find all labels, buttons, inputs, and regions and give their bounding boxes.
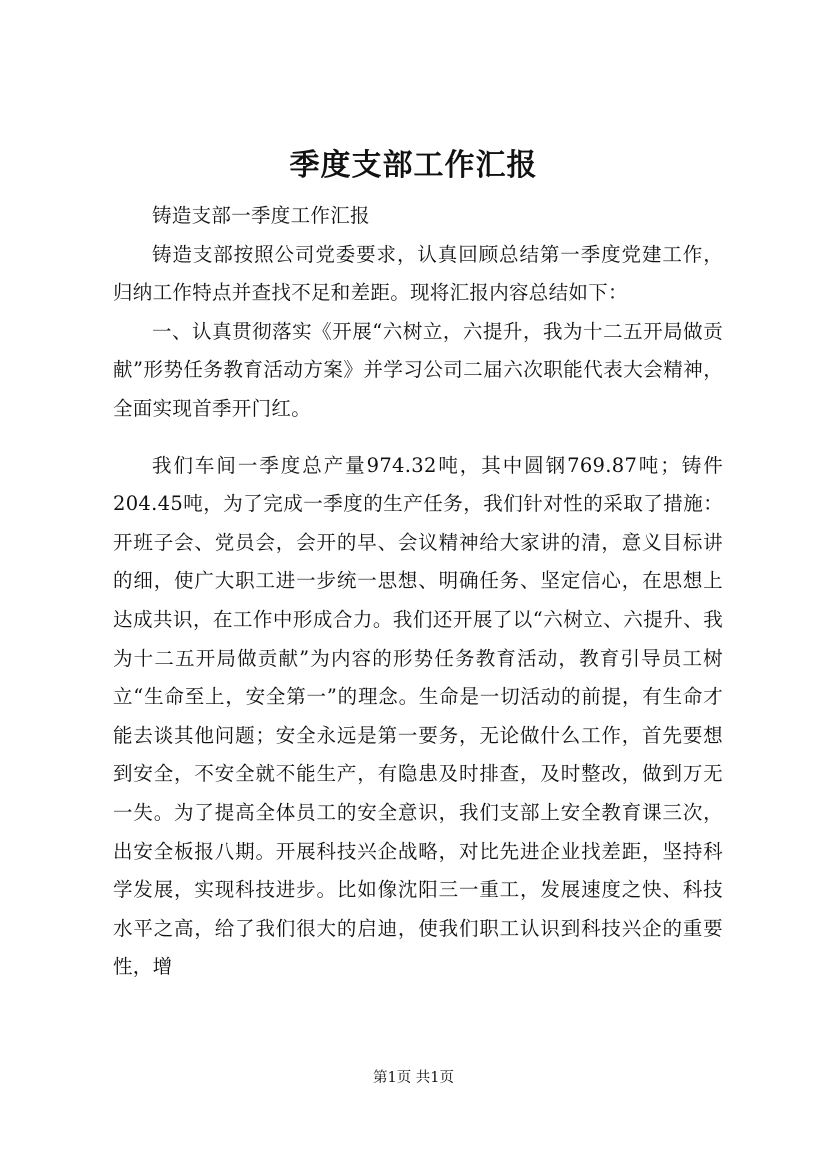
document-body bbox=[113, 197, 723, 987]
page-footer: 第1页 共1页 bbox=[372, 1070, 455, 1086]
paragraph-production-report: 我们车间一季度总产量974.32吨，其中圆钢769.87吨；铸件204.45吨，为了完成一季度的生产任务，我们针对性的采取了措施：开班子会、党员会，会开的早、会议精神给大家讲的清，意义目标讲的细，使广大职工进一步统一思想、明确任务、坚定信心，在思想上达成共识，在工作中形成合力。我们还开展了以“六树立、六提升、我为十二五开局做贡献”为内容的形势任务教育活动，教育引导员工树立“生命至上，安全第一”的理念。生命是一切活动的前提，有生命才能去谈其他问题；安全永远是第一要务，无论做什么工作，首先要想到安全，不安全就不能生产，有隐患及时排查，及时整改，做到万无一失。为了提高全体员工的安全意识，我们支部上安全教育课三次，出安全板报八期。开展科技兴企战略，对比先进企业找差距，坚持科学发展，实现科技进步。比如像沈阳三一重工，发展速度之快、科技水平之高，给了我们很大的启迪，使我们职工认识到科技兴企的重要性，增 bbox=[113, 453, 723, 979]
paragraph-section-one: 一、认真贯彻落实《开展“六树立，六提升，我为十二五开局做贡献”形势任务教育活动方案》并学习公司二届六次职能代表大会精神，全面实现首季开门红。 bbox=[113, 319, 723, 420]
document-title: 季度支部工作汇报 bbox=[289, 148, 538, 183]
paragraph-subtitle: 铸造支部一季度工作汇报 bbox=[152, 204, 370, 227]
paragraph-intro: 铸造支部按照公司党委要求，认真回顾总结第一季度党建工作，归纳工作特点并查找不足和差距。现将汇报内容总结如下： bbox=[113, 242, 723, 305]
